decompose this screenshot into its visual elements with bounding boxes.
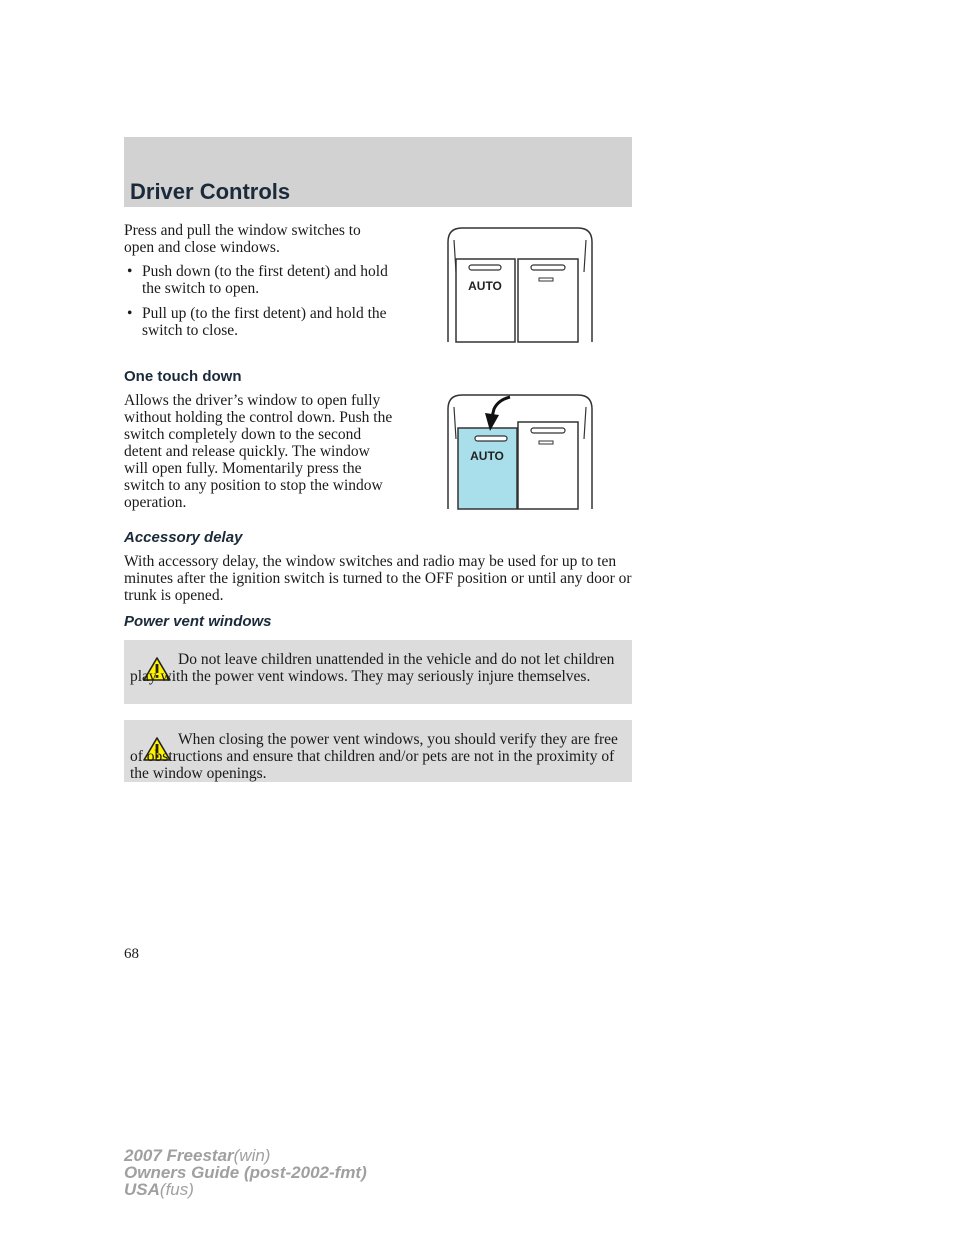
bullet-text: Push down (to the first detent) and hold the switch to open.	[142, 263, 388, 297]
auto-label: AUTO	[468, 279, 502, 293]
bullet-marker: •	[127, 305, 133, 322]
list-item	[124, 263, 394, 297]
one-touch-paragraph	[124, 392, 394, 511]
document-footer	[124, 1147, 367, 1198]
accessory-delay-text: With accessory delay, the window switches and radio may be used for up to ten minutes after the ignition switch is turned to the OFF position or until any door or trunk is opened.	[124, 553, 632, 604]
one-touch-text: Allows the driver’s window to open fully without holding the control down. Push the switch completely down to the second detent and release quickly. The window will open fully. Momentarily press the switch to any position to stop the window operation.	[124, 392, 393, 511]
footer-market: USA	[124, 1180, 160, 1199]
intro-paragraph	[124, 222, 394, 256]
section-heading-power-vent: Power vent windows	[124, 613, 272, 630]
push-arrow-icon	[492, 397, 510, 417]
footer-guide: Owners Guide (post-2002-fmt)	[124, 1163, 367, 1182]
bullet-text: Pull up (to the first detent) and hold the switch to close.	[142, 305, 387, 339]
intro-text: Press and pull the window switches to open and close windows.	[124, 222, 361, 256]
window-switch-figure	[446, 226, 594, 344]
bullet-list	[124, 263, 394, 347]
section-heading-one-touch: One touch down	[124, 368, 242, 385]
page-title: Driver Controls	[130, 179, 291, 204]
list-item	[124, 305, 394, 339]
section-heading-accessory-delay: Accessory delay	[124, 529, 243, 546]
one-touch-figure	[446, 393, 594, 511]
auto-label: AUTO	[470, 449, 504, 463]
warning-box	[124, 640, 632, 704]
warning-text: Do not leave children unattended in the vehicle and do not let children play with the power vent windows. They may seriously injure themselves.	[130, 651, 615, 685]
footer-model: 2007 Freestar	[124, 1146, 234, 1165]
page-number: 68	[124, 946, 139, 962]
footer-market-code: (fus)	[159, 1180, 194, 1199]
bullet-marker: •	[127, 263, 133, 280]
warning-box	[124, 720, 632, 782]
accessory-delay-paragraph	[124, 553, 634, 604]
warning-text: When closing the power vent windows, you should verify they are free of obstructions and ensure that children and/or pets are not in the proximity of the window openings.	[130, 731, 618, 782]
footer-model-variant: (win)	[233, 1146, 271, 1165]
